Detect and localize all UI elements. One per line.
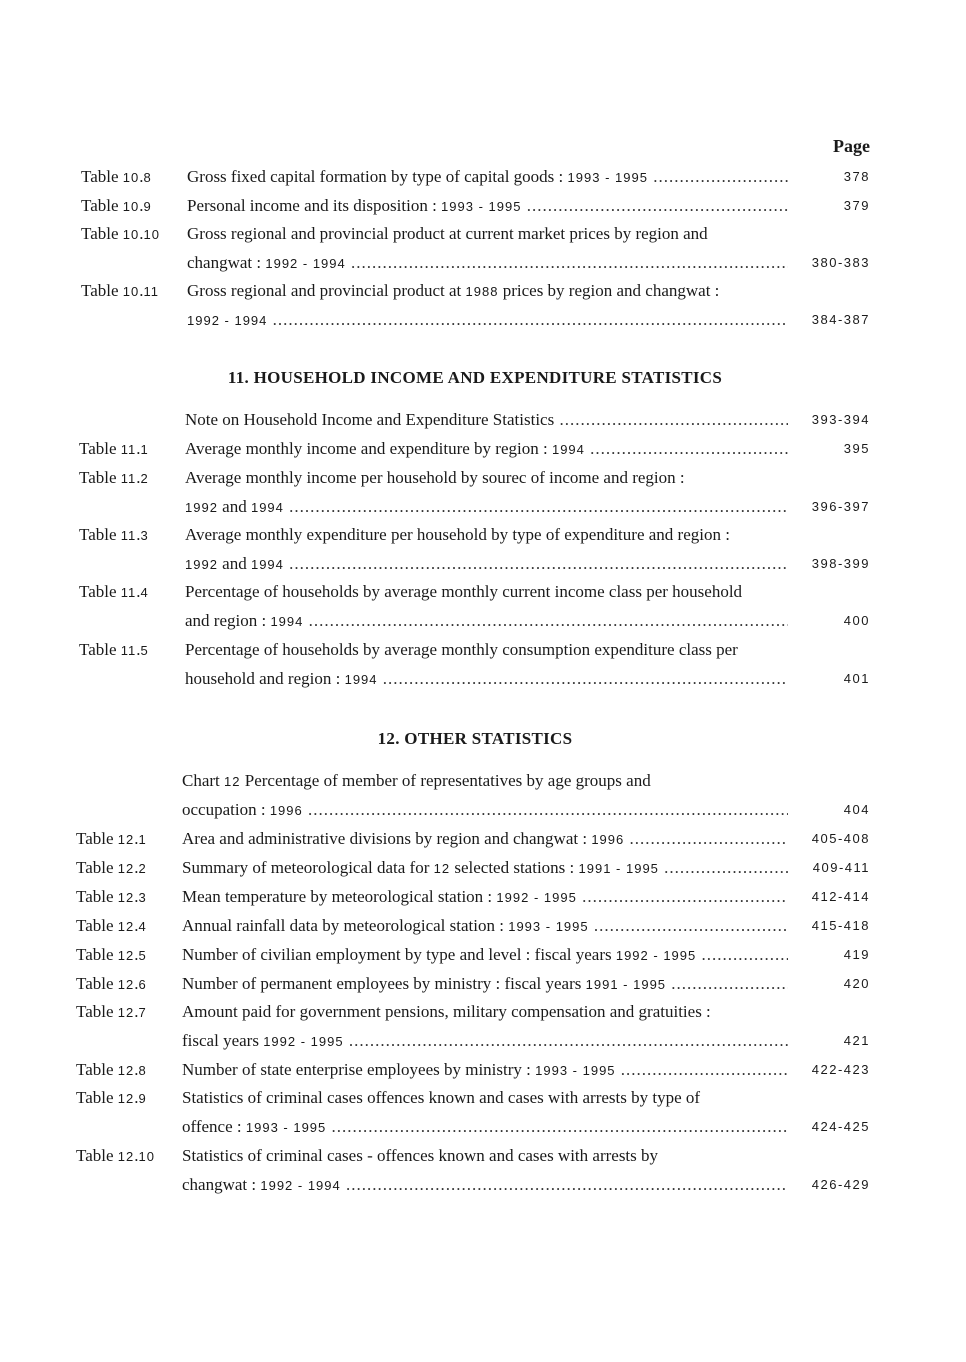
entry-title: 1992 and 1994 .....	[185, 549, 788, 579]
toc-entry-line	[0, 248, 966, 277]
page-number: 424-425	[811, 1119, 870, 1134]
toc-entry-line	[0, 766, 966, 795]
toc-entry-line	[0, 997, 966, 1026]
entry-label: Table 10.10	[81, 224, 160, 243]
entry-title: Note on Household Income and Expenditure Statistics .....	[185, 405, 788, 434]
page-number: 401	[843, 671, 870, 686]
entry-title: Statistics of criminal cases - offences known and cases with arrests by	[182, 1146, 659, 1165]
entry-title: Amount paid for government pensions, military compensation and gratuities :	[182, 1002, 711, 1021]
page-number: 380-383	[811, 255, 870, 270]
entry-label: Table 10.11	[81, 281, 159, 300]
toc-entry-line	[0, 219, 966, 248]
toc-entry-line	[0, 520, 966, 549]
toc-entry-line	[0, 549, 966, 578]
entry-title: Average monthly income and expenditure by region : 1994 .....	[185, 434, 788, 464]
entry-label: Table 12.2	[76, 858, 147, 877]
page-number: 420	[843, 976, 870, 991]
entry-title: occupation : 1996 .....	[182, 795, 788, 825]
entry-title: 1992 - 1994 .....	[187, 305, 788, 335]
page-number: 421	[843, 1033, 870, 1048]
entry-label: Table 12.9	[76, 1088, 147, 1107]
toc-entry-line	[0, 1170, 966, 1199]
entry-title: changwat : 1992 - 1994 .....	[182, 1170, 788, 1200]
toc-entry-line	[0, 853, 966, 882]
toc-entry-line	[0, 305, 966, 334]
page-column-header: Page	[833, 136, 870, 156]
entry-title: Average monthly income per household by sourec of income and region :	[185, 468, 685, 487]
entry-title: offence : 1993 - 1995 .....	[182, 1112, 788, 1142]
page-number: 419	[843, 947, 870, 962]
entry-title: changwat : 1992 - 1994 .....	[187, 248, 788, 278]
entry-title: Statistics of criminal cases offences known and cases with arrests by type of	[182, 1088, 701, 1107]
entry-label: Table 11.5	[79, 640, 149, 659]
toc-entry-line	[0, 606, 966, 635]
toc-entry-line	[0, 492, 966, 521]
toc-entry-line	[0, 882, 966, 911]
entry-label: Table 12.4	[76, 916, 147, 935]
entry-title: Chart 12 Percentage of member of representatives by age groups and	[182, 771, 651, 790]
entry-title: household and region : 1994 .....	[185, 664, 788, 694]
entry-label: Table 12.10	[76, 1146, 155, 1165]
entry-title: Number of state enterprise employees by ministry : 1993 - 1995 .....	[182, 1055, 788, 1085]
entry-label: Table 11.2	[79, 468, 149, 487]
entry-label: Table 12.7	[76, 1002, 147, 1021]
toc-entry-line	[0, 434, 966, 463]
section-heading: 11. HOUSEHOLD INCOME AND EXPENDITURE STATISTICS	[227, 368, 723, 387]
entry-label: Table 12.8	[76, 1060, 147, 1079]
toc-entry-line	[0, 577, 966, 606]
entry-title: Gross regional and provincial product at 1988 prices by region and changwat :	[187, 281, 720, 300]
toc-entry-line	[0, 911, 966, 940]
toc-entry-line	[0, 1055, 966, 1084]
page-number: 415-418	[811, 918, 870, 933]
toc-entry-line	[0, 824, 966, 853]
page-number: 400	[843, 613, 870, 628]
page-number: 378	[843, 169, 870, 184]
entry-title: Number of civilian employment by type and level : fiscal years 1992 - 1995 .....	[182, 940, 788, 970]
page-number: 426-429	[811, 1177, 870, 1192]
entry-label: Table 11.3	[79, 525, 149, 544]
entry-title: fiscal years 1992 - 1995 .....	[182, 1026, 788, 1056]
page-number: 396-397	[811, 499, 870, 514]
entry-title: Area and administrative divisions by region and changwat : 1996 .....	[182, 824, 788, 854]
toc-entry-line	[0, 969, 966, 998]
page-number: 393-394	[811, 412, 870, 427]
toc-entry-line	[0, 405, 966, 434]
page-number: 405-408	[811, 831, 870, 846]
entry-title: Mean temperature by meteorological station : 1992 - 1995 .....	[182, 882, 788, 912]
toc-entry-line	[0, 940, 966, 969]
entry-label: Table 11.1	[79, 439, 149, 458]
page-number: 422-423	[811, 1062, 870, 1077]
entry-label: Table 11.4	[79, 582, 149, 601]
toc-entry-line	[0, 463, 966, 492]
toc-entry-line	[0, 795, 966, 824]
entry-label: Table 12.3	[76, 887, 147, 906]
toc-entry-line	[0, 1141, 966, 1170]
entry-label: Table 12.5	[76, 945, 147, 964]
toc-entry-line	[0, 191, 966, 220]
page-number: 395	[843, 441, 870, 456]
toc-entry-line	[0, 1112, 966, 1141]
page-number: 384-387	[811, 312, 870, 327]
toc-entry-line	[0, 162, 966, 191]
entry-title: Average monthly expenditure per household by type of expenditure and region :	[185, 525, 730, 544]
toc-entry-line	[0, 1083, 966, 1112]
entry-title: Gross regional and provincial product at current market prices by region and	[187, 224, 708, 243]
toc-entry-line	[0, 276, 966, 305]
page-number: 412-414	[811, 889, 870, 904]
section-heading: 12. OTHER STATISTICS	[377, 729, 573, 748]
entry-title: Percentage of households by average monthly current income class per household	[185, 582, 743, 601]
entry-title: Number of permanent employees by ministry : fiscal years 1991 - 1995 .....	[182, 969, 788, 999]
entry-title: Personal income and its disposition : 1993 - 1995 .....	[187, 191, 788, 221]
entry-title: Annual rainfall data by meteorological station : 1993 - 1995 .....	[182, 911, 788, 941]
page-number: 404	[843, 802, 870, 817]
toc-entry-line	[0, 1026, 966, 1055]
toc-entry-line	[0, 635, 966, 664]
page-number: 409-411	[812, 860, 870, 875]
entry-title: and region : 1994 .....	[185, 606, 788, 636]
entry-label: Table 10.9	[81, 196, 152, 215]
entry-title: Percentage of households by average monthly consumption expenditure class per	[185, 640, 738, 659]
entry-label: Table 12.1	[76, 829, 147, 848]
entry-title: Gross fixed capital formation by type of capital goods : 1993 - 1995 .....	[187, 162, 788, 192]
toc-entry-line	[0, 664, 966, 693]
page-number: 379	[843, 198, 870, 213]
entry-label: Table 12.6	[76, 974, 147, 993]
page-number: 398-399	[811, 556, 870, 571]
entry-title: 1992 and 1994 .....	[185, 492, 788, 522]
entry-label: Table 10.8	[81, 167, 152, 186]
entry-title: Summary of meteorological data for 12 selected stations : 1991 - 1995 .....	[182, 853, 788, 883]
